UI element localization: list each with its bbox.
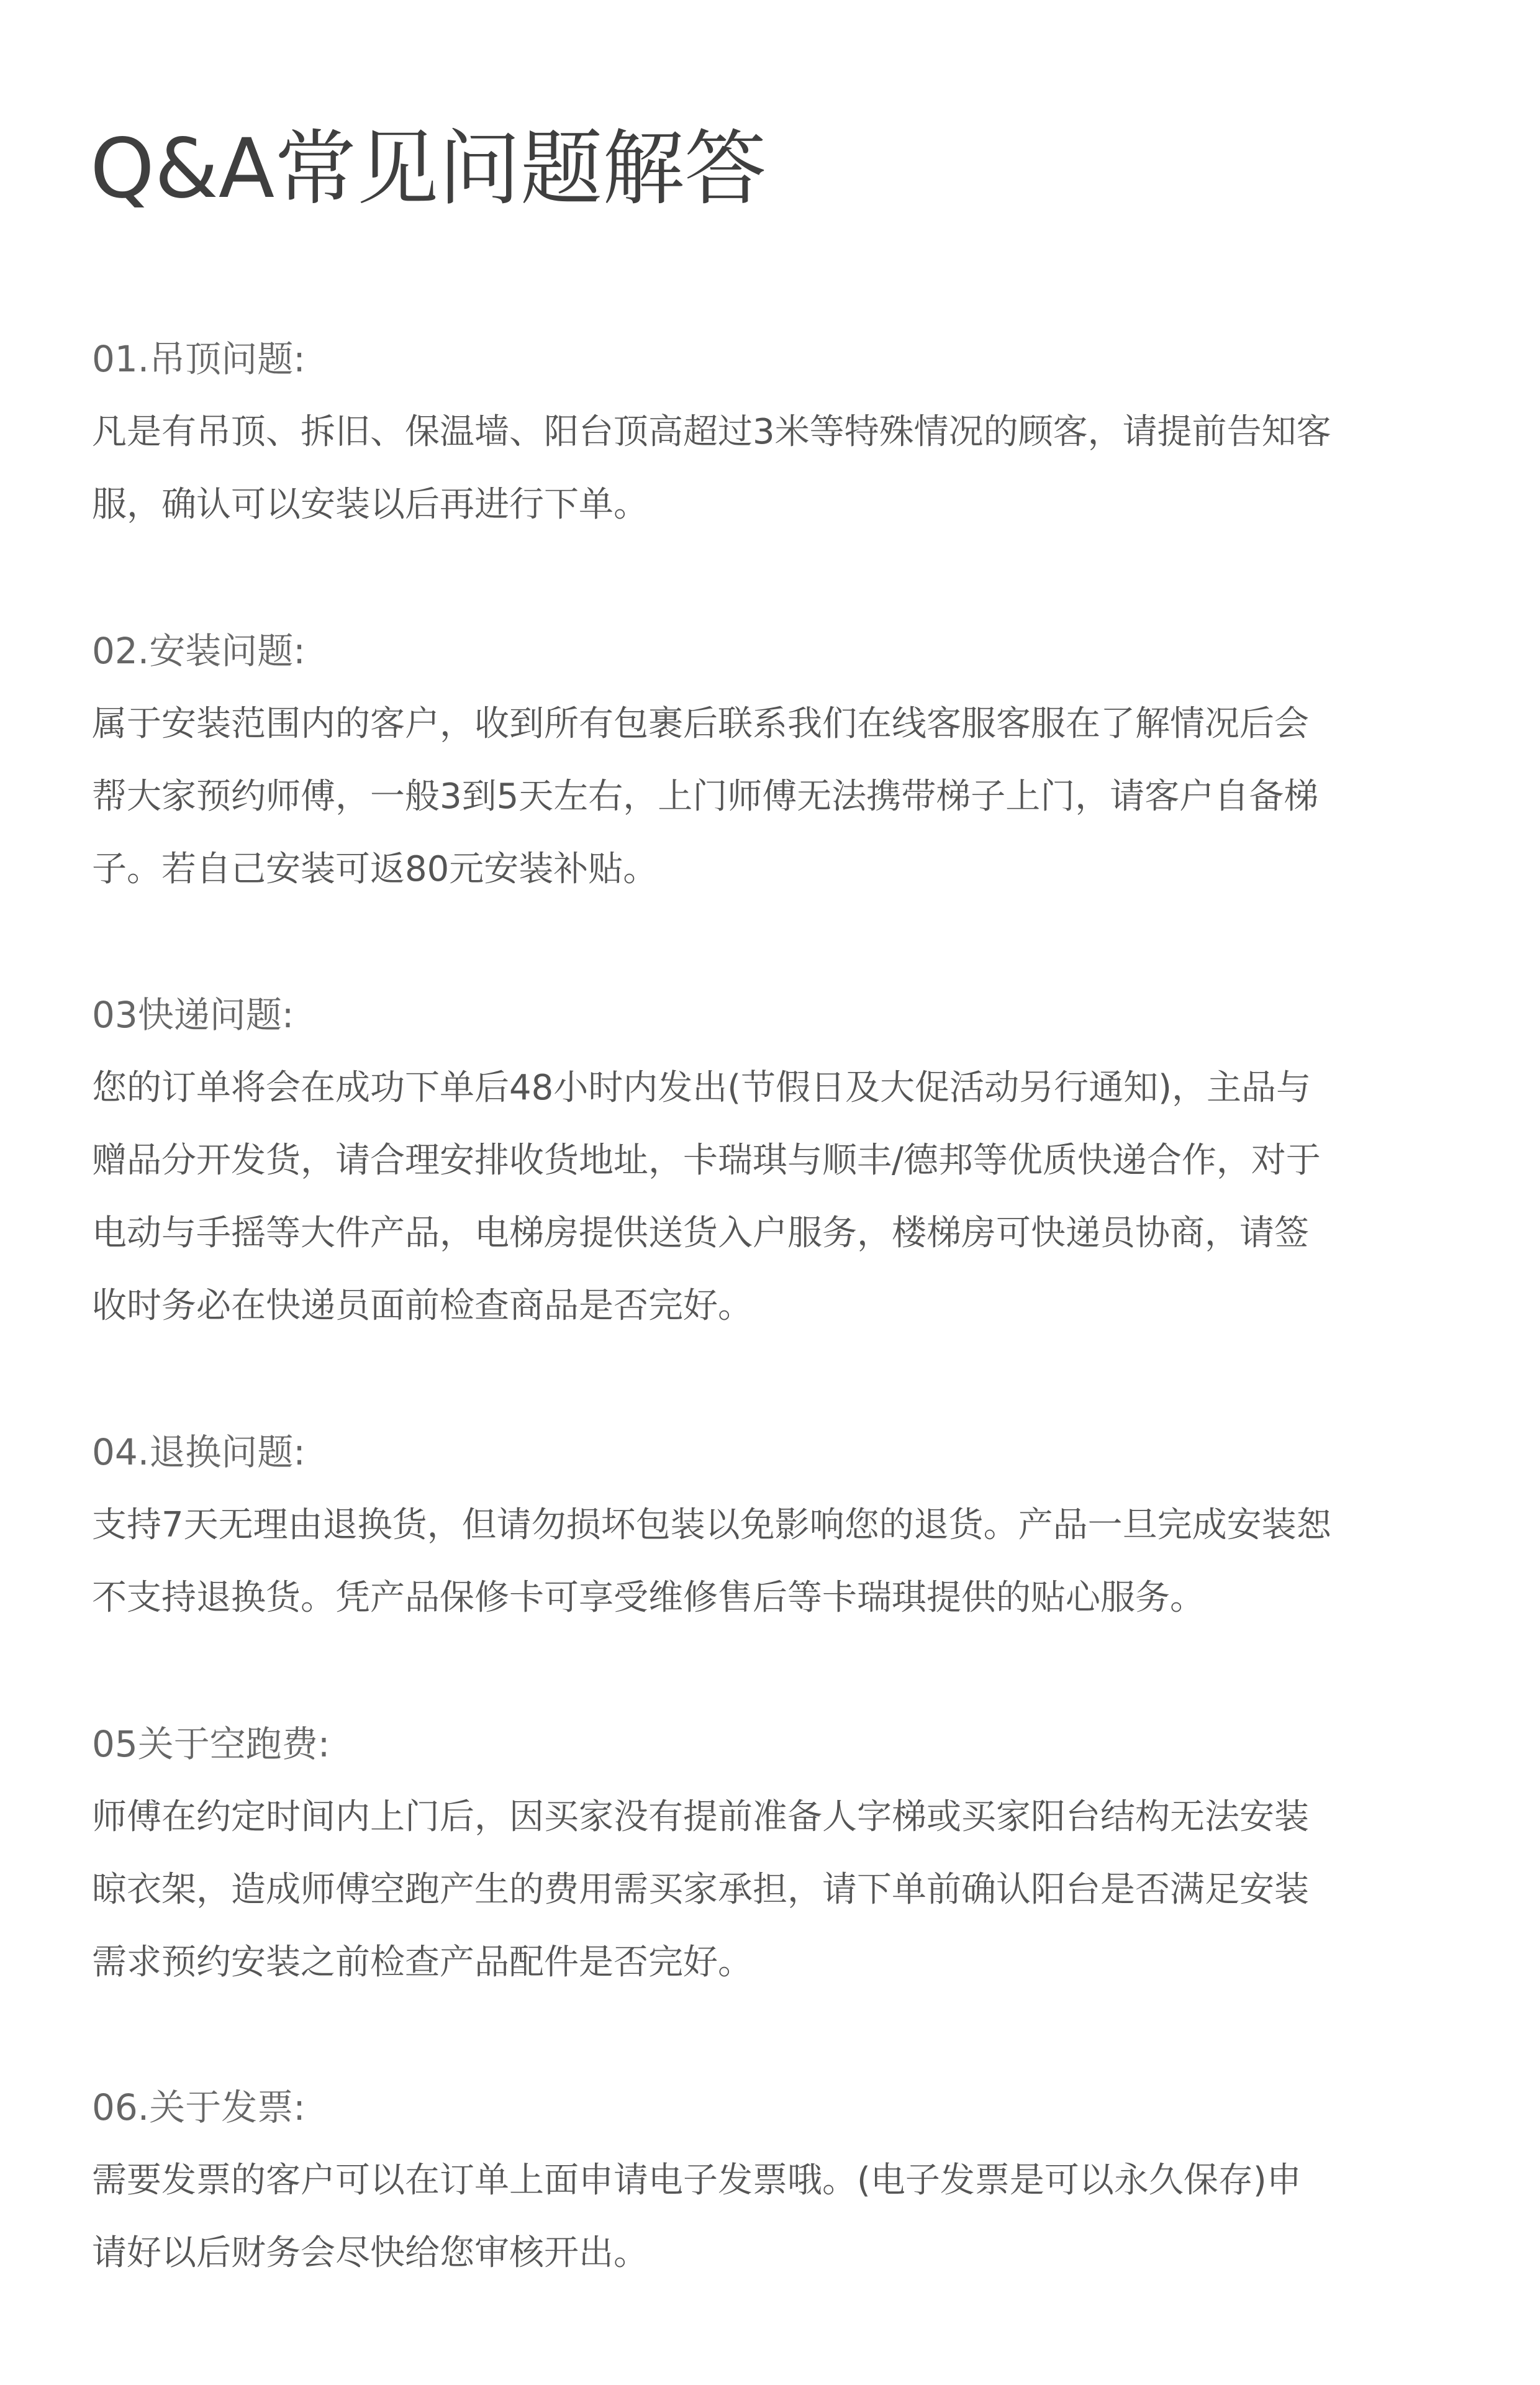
answer-installation: 属于安装范围内的客户，收到所有包裹后联系我们在线客服客服在了解情况后会 帮大家预约师傅，一般3到5天左右，上门师傅无法携带梯子上门，请客户自备梯 子。若自己安装可返80元安装补贴。 [92,704,1319,889]
qa-section-invoice [92,2071,1427,2289]
qa-section-installation [92,615,1427,906]
question-return: 04.退换问题: [92,1431,306,1473]
question-invoice: 06.关于发票: [92,2086,306,2128]
question-delivery: 03快递问题: [92,994,294,1036]
question-installation: 02.安装问题: [92,630,306,672]
question-ceiling: 01.吊顶问题: [92,338,306,380]
qa-section-delivery [92,979,1427,1342]
page-title: Q&A常见问题解答 [90,121,767,217]
qa-section-ceiling [92,323,1427,541]
qa-section-empty-trip-fee [92,1708,1427,1999]
answer-empty-trip-fee: 师傅在约定时间内上门后，因买家没有提前准备人字梯或买家阳台结构无法安装 晾衣架，造成师傅空跑产生的费用需买家承担，请下单前确认阳台是否满足安装 需求预约安装之前检查产品配件是否完好。 [92,1797,1309,1983]
question-empty-trip-fee: 05关于空跑费: [92,1723,330,1765]
answer-delivery: 您的订单将会在成功下单后48小时内发出(节假日及大促活动另行通知)，主品与 赠品分开发货，请合理安排收货地址，卡瑞琪与顺丰/德邦等优质快递合作，对于 电动与手摇等大件产品，电梯房提供送货入户服务，楼梯房可快递员协商，请签 收时务必在快递员面前检查商品是否完好。 [92,1068,1321,1326]
qa-section-return [92,1416,1427,1634]
answer-ceiling: 凡是有吊顶、拆旧、保温墙、阳台顶高超过3米等特殊情况的顾客，请提前告知客 服，确认可以安装以后再进行下单。 [92,412,1331,525]
answer-invoice: 需要发票的客户可以在订单上面申请电子发票哦。(电子发票是可以永久保存)申 请好以后财务会尽快给您审核开出。 [92,2160,1302,2273]
answer-return: 支持7天无理由退换货，但请勿损坏包装以免影响您的退货。产品一旦完成安装恕 不支持退换货。凭产品保修卡可享受维修售后等卡瑞琪提供的贴心服务。 [92,1505,1331,1618]
